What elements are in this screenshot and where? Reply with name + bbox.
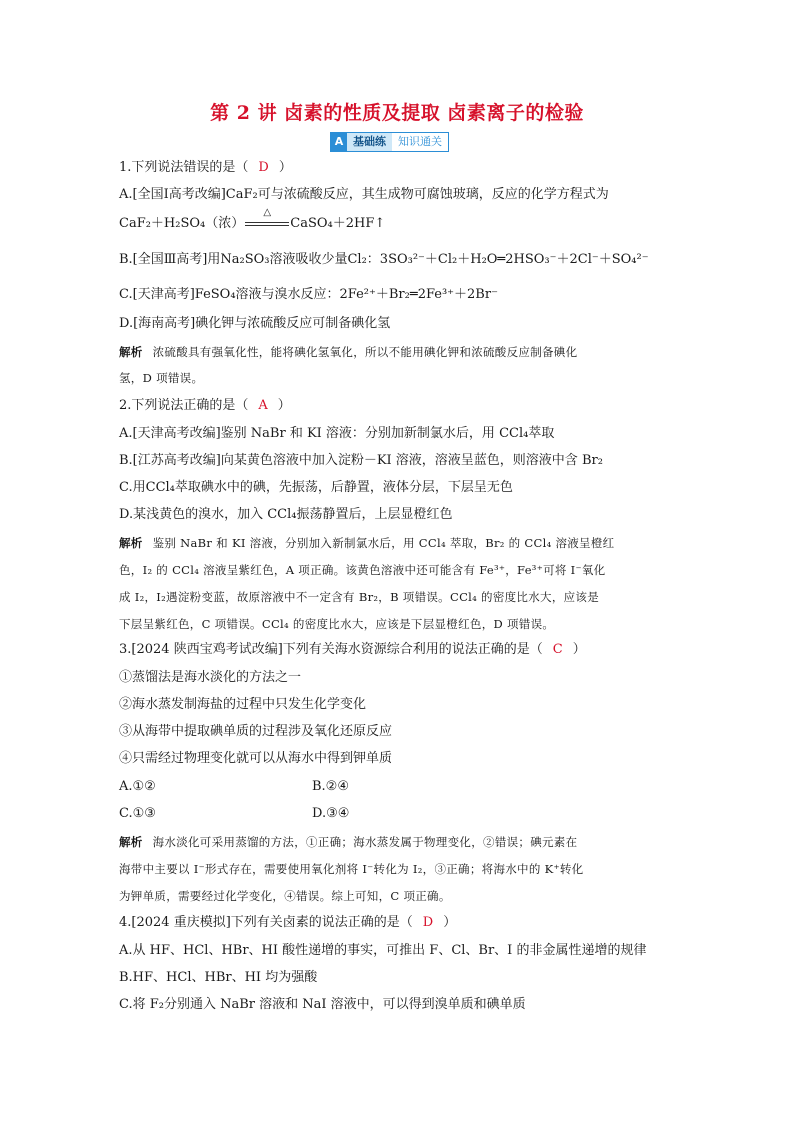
q2-option-d: D.某浅黄色的溴水，加入 CCl₄振荡静置后，上层显橙红色: [119, 507, 453, 522]
q2-explanation-line-2: 色，I₂ 的 CCl₄ 溶液呈紫红色，A 项正确。该黄色溶液中还可能含有 Fe³⁺，Fe³⁺可将 I⁻氧化: [119, 563, 606, 577]
badge-level: 基础练: [347, 133, 392, 151]
explanation-label: 解析: [119, 345, 143, 359]
q3-explanation-line-2: 海带中主要以 I⁻形式存在，需要使用氧化剂将 I⁻转化为 I₂，③正确；将海水中的 K⁺转化: [119, 862, 584, 876]
q1-option-a: A.[全国Ⅰ高考改编]CaF₂可与浓硫酸反应，其生成物可腐蚀玻璃，反应的化学方程式为: [119, 187, 609, 202]
question-1-stem: [119, 158, 292, 178]
q3-explanation-line-3: 为钾单质，需要经过化学变化，④错误。综上可知，C 项正确。: [119, 889, 451, 903]
q4-option-b: B.HF、HCl、HBr、HI 均为强酸: [119, 970, 318, 985]
section-badge: [330, 132, 449, 152]
explanation-text: 海水淡化可采用蒸馏的方法，①正确；海水蒸发属于物理变化，②错误；碘元素在: [152, 835, 578, 849]
q3-statement-2: ②海水蒸发制海盐的过程中只发生化学变化: [119, 697, 367, 712]
equation-right: CaSO₄＋2HF↑: [290, 216, 386, 231]
answer: D: [422, 915, 434, 930]
page-title: 第 2 讲 卤素的性质及提取 卤素离子的检验: [210, 102, 584, 124]
stem-close: ）: [278, 160, 292, 175]
question-3-stem: [119, 640, 586, 660]
badge-subtitle: 知识通关: [392, 133, 448, 151]
question-4-stem: [119, 913, 456, 933]
explanation-text: 浓硫酸具有强氧化性，能将碘化氢氧化，所以不能用碘化钾和浓硫酸反应制备碘化: [152, 345, 578, 359]
q2-explanation-line-1: [119, 533, 614, 553]
q3-statement-3: ③从海带中提取碘单质的过程涉及氧化还原反应: [119, 724, 393, 739]
q3-option-c: C.①③: [119, 806, 156, 821]
heat-arrow: [244, 207, 290, 234]
equation-left: CaF₂＋H₂SO₄（浓）: [119, 216, 245, 231]
q4-option-c: C.将 F₂分别通入 NaBr 溶液和 NaI 溶液中，可以得到溴单质和碘单质: [119, 997, 526, 1012]
stem-text: 4.[2024 重庆模拟]下列有关卤素的说法正确的是（: [119, 915, 413, 930]
q1-option-a-equation: [119, 207, 386, 234]
q3-explanation-line-1: [119, 832, 577, 852]
answer: A: [258, 398, 268, 413]
question-2-stem: [119, 396, 291, 416]
stem-text: 1.下列说法错误的是（: [119, 160, 249, 175]
q1-option-b: B.[全国Ⅲ高考]用Na₂SO₃溶液吸收少量Cl₂：3SO₃²⁻＋Cl₂＋H₂O═2HSO₃⁻＋2Cl⁻＋SO₄²⁻: [119, 252, 649, 267]
q2-explanation-line-4: 下层呈紫红色，C 项错误。CCl₄ 的密度比水大，应该是下层显橙红色，D 项错误。: [119, 617, 555, 631]
stem-close: ）: [277, 398, 291, 413]
q2-explanation-line-3: 成 I₂，I₂遇淀粉变蓝，故原溶液中不一定含有 Br₂，B 项错误。CCl₄ 的密度比水大，应该是: [119, 590, 600, 604]
explanation-label: 解析: [119, 536, 143, 550]
q1-option-c: C.[天津高考]FeSO₄溶液与溴水反应：2Fe²⁺＋Br₂═2Fe³⁺＋2Br⁻: [119, 287, 498, 302]
q2-option-c: C.用CCl₄萃取碘水中的碘，先振荡，后静置，液体分层，下层呈无色: [119, 480, 513, 495]
explanation-label: 解析: [119, 835, 143, 849]
q1-explanation-line-2: 氢，D 项错误。: [119, 371, 204, 385]
heat-condition: △: [263, 207, 272, 218]
answer: D: [258, 160, 269, 175]
stem-text: 3.[2024 陕西宝鸡考试改编]下列有关海水资源综合利用的说法正确的是（: [119, 642, 543, 657]
stem-close: ）: [443, 915, 457, 930]
explanation-text: 鉴别 NaBr 和 KI 溶液，分别加入新制氯水后，用 CCl₄ 萃取，Br₂ 的 CCl₄ 溶液呈橙红: [152, 536, 615, 550]
q2-option-b: B.[江苏高考改编]向某黄色溶液中加入淀粉－KI 溶液，溶液呈蓝色，则溶液中含 Br₂: [119, 453, 603, 468]
stem-text: 2.下列说法正确的是（: [119, 398, 249, 413]
stem-close: ）: [572, 642, 586, 657]
q3-statement-4: ④只需经过物理变化就可以从海水中得到钾单质: [119, 751, 393, 766]
q1-option-d: D.[海南高考]碘化钾与浓硫酸反应可制备碘化氢: [119, 316, 391, 331]
q4-option-a: A.从 HF、HCl、HBr、HI 酸性递增的事实，可推出 F、Cl、Br、I 的非金属性递增的规律: [119, 943, 647, 958]
q2-option-a: A.[天津高考改编]鉴别 NaBr 和 KI 溶液：分别加新制氯水后，用 CCl₄萃取: [119, 426, 555, 441]
badge-letter: A: [331, 133, 347, 151]
q3-statement-1: ①蒸馏法是海水淡化的方法之一: [119, 670, 302, 685]
q1-explanation-line-1: [119, 342, 577, 362]
q3-option-d: D.③④: [312, 806, 350, 821]
answer: C: [552, 642, 563, 657]
q3-option-a: A.①②: [119, 779, 156, 794]
q3-option-b: B.②④: [312, 779, 349, 794]
